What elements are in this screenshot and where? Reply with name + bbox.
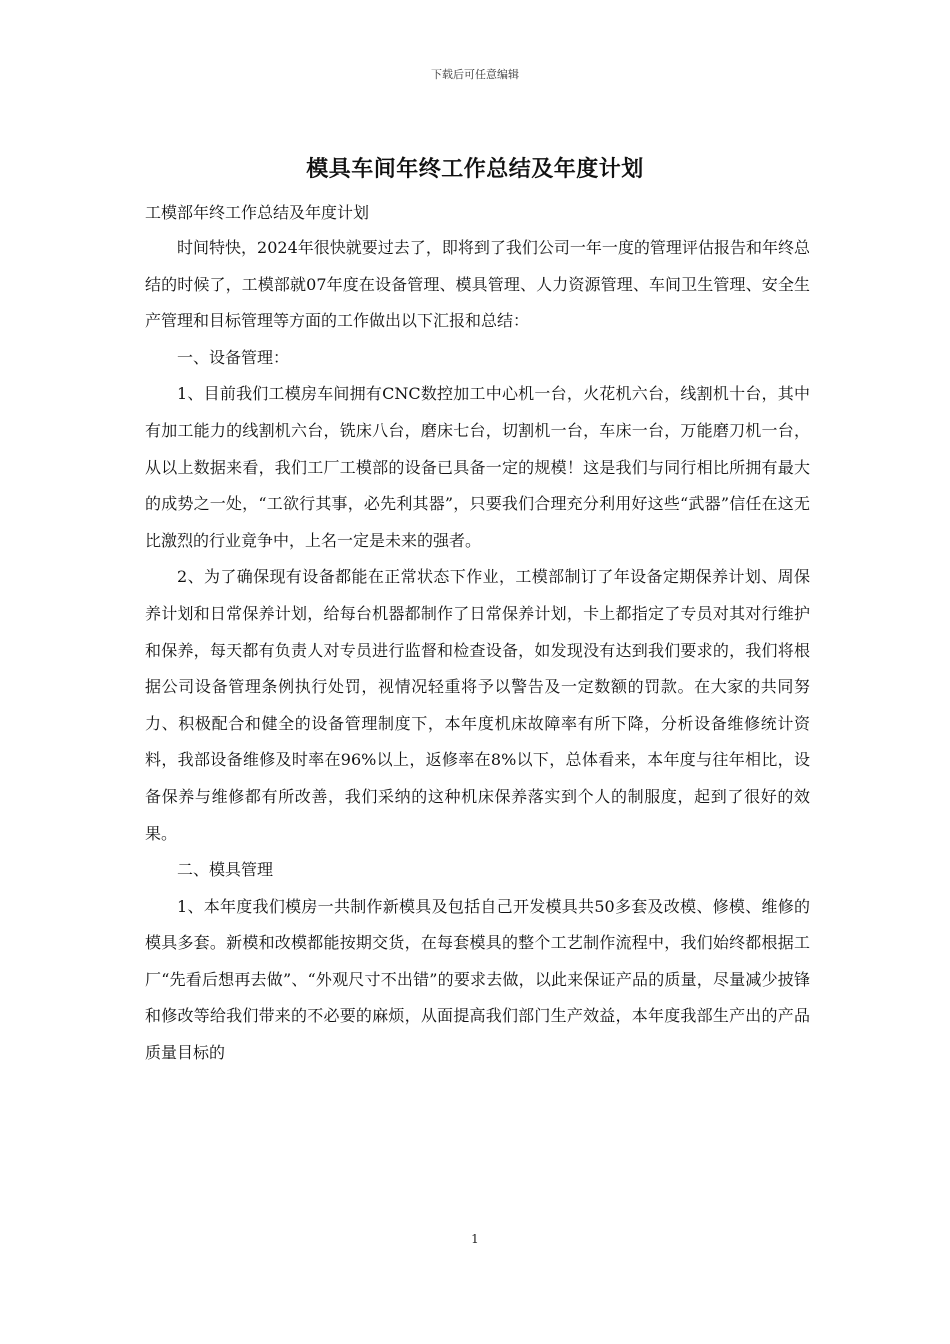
document-title: 模具车间年终工作总结及年度计划 (306, 157, 644, 182)
document-body (145, 196, 810, 1072)
paragraph-mold-1: 1、本年度我们模房一共制作新模具及包括自己开发模具共50多套及改模、修模、维修的模具多套。新模和改模都能按期交货，在每套模具的整个工艺制作流程中，我们始终都根据工厂“先看后想再去做”、“外观尺寸不出错”的要求去做，以此来保证产品的质量，尽量减少披锋和修改等给我们带来的不必要的麻烦，从面提高我们部门生产效益，本年度我部生产出的产品质量目标的 (145, 896, 810, 1063)
section-heading-equipment: 一、设备管理： (177, 347, 290, 367)
section-heading-mold: 二、模具管理 (177, 860, 274, 880)
paragraph-equipment-1: 1、目前我们工模房车间拥有CNC数控加工中心机一台，火花机六台，线割机十台，其中有加工能力的线割机六台，铣床八台，磨床七台，切割机一台，车床一台，万能磨刀机一台，从以上数据来看，我们工厂工模部的设备已具备一定的规模！这是我们与同行相比所拥有最大的成势之一处，“工欲行其事，必先利其器”，只要我们合理充分利用好这些“武器”信任在这无比激烈的行业竟争中，上名一定是未来的强者。 (145, 384, 810, 550)
paragraph-equipment-2: 2、为了确保现有设备都能在正常状态下作业，工模部制订了年设备定期保养计划、周保养计划和日常保养计划，给每台机器都制作了日常保养计划，卡上都指定了专员对其对行维护和保养，每天都有负责人对专员进行监督和检查设备，如发现没有达到我们要求的，我们将根据公司设备管理条例执行处罚，视情况轻重将予以警告及一定数额的罚款。在大家的共同努力、积极配合和健全的设备管理制度下，本年度机床故障率有所下降，分析设备维修统计资料，我部设备维修及时率在96%以上，返修率在8%以下，总体看来，本年度与往年相比，设备保养与维修都有所改善，我们采纳的这种机床保养落实到个人的制服度，起到了很好的效果。 (145, 567, 810, 843)
header-note: 下载后可任意编辑 (431, 68, 519, 81)
page-number: 1 (471, 1232, 479, 1246)
paragraph-intro: 时间特快，2024年很快就要过去了，即将到了我们公司一年一度的管理评估报告和年终总结的时候了，工模部就07年度在设备管理、模具管理、人力资源管理、车间卫生管理、安全生产管理和目标管理等方面的工作做出以下汇报和总结： (145, 238, 810, 331)
document-subtitle: 工模部年终工作总结及年度计划 (145, 203, 370, 222)
